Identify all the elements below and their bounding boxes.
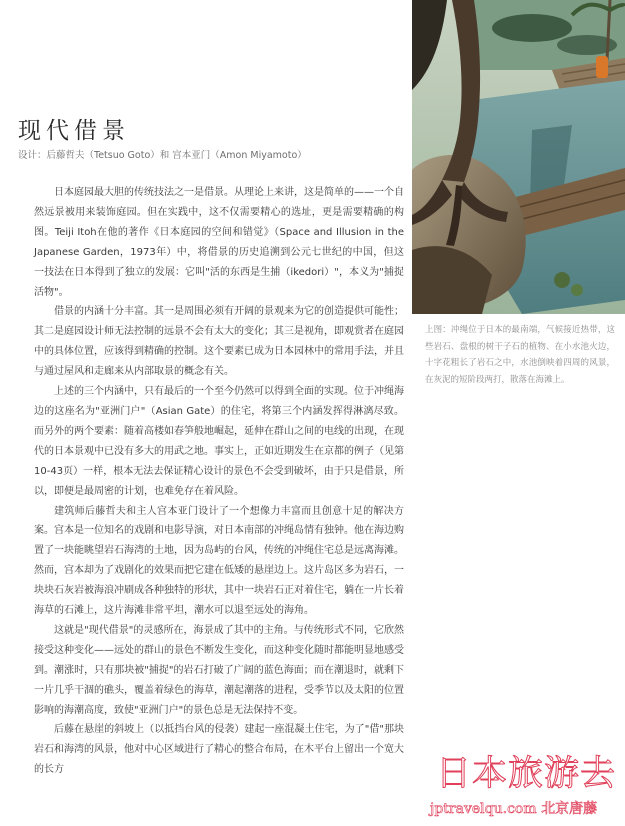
watermark-title: 日本旅游去 bbox=[436, 754, 617, 794]
paragraph: 建筑师后藤哲夫和主人宫本亚门设计了一个想像力丰富而且创意十足的解决方案。宫本是一位知名的戏剧和电影导演，对日本南部的冲绳岛情有独钟。他在海边购置了一块能眺望岩石海湾的土地，因为岛屿的台风，传统的冲绳住宅总是远离海滩。然而，宫本却为了戏剧化的效果而把它建在低矮的悬崖边上。这片岛区多为岩石，一块块石灰岩被海浪冲刷成各种独特的形状，其中一块岩石正对着住宅，躺在一片长着海草的石滩上，这片海滩非常平坦，潮水可以退至远处的海角。 bbox=[34, 505, 404, 617]
article-body bbox=[34, 183, 404, 780]
photo-caption: 上图：冲绳位于日本的最南端，气候接近热带，这些岩石、盘根的树干子石的植物、在小水池火边，十字花粗长了岩石之中，水池倒映着四周的风景，在灰泥的短阶段两打，散落在海滩上。 bbox=[425, 325, 615, 385]
paragraph: 后藤在悬崖的斜坡上（以抵挡台风的侵袭）建起一座混凝土住宅，为了"借"那块岩石和海湾的风景，他对中心区域进行了精心的整合布局，在木平台上留出一个宽大的长方 bbox=[34, 724, 404, 776]
watermark-url: jptravelqu.com 北京唐藤 bbox=[430, 801, 598, 817]
article-title: 现代借景 bbox=[18, 118, 130, 144]
garden-photo bbox=[412, 0, 625, 314]
paragraph: 上述的三个内涵中，只有最后的一个至今仍然可以得到全面的实现。位于冲绳海边的这座名为"亚洲门户"（Asian Gate）的住宅，将第三个内涵发挥得淋漓尽致。而另外的两个要素：随着高楼如春笋般地崛起，延伸在群山之间的电线的出现，在现代的日本景观中已没有多大的用武之地。事实上，正如近期发生在京都的例子（见第10-43页）一样，根本无法去保证精心设计的景色不会受到破坏，由于只是借景，所以，即便是最周密的计划，也难免存在着风险。 bbox=[34, 386, 404, 497]
paragraph: 这就是"现代借景"的灵感所在，海景成了其中的主角。与传统形式不同，它欣然接受这种变化——远处的群山的景色不断发生变化，而这种变化随时都能明显地感受到。潮涨时，只有那块被"捕捉"的岩石打破了广阔的蓝色海面；而在潮退时，就剩下一片几乎干涸的礁头，覆盖着绿色的海草，潮起潮落的进程，受季节以及太阳的位置影响的海潮高度，致使"亚洲门户"的景色总是无法保持不变。 bbox=[34, 624, 404, 716]
paragraph: 日本庭园最大胆的传统技法之一是借景。从理论上来讲，这是简单的——一个自然远景被用来装饰庭园。但在实践中，这不仅需要精心的选址，更是需要精确的构图。Teiji Itoh在他的著作《日本庭园的空间和错觉》（Space and Illusion in the Japanese Garden，1973年）中，将借景的历史追溯到公元七世纪的中国，但这一技法在日本得到了独立的发展：它叫"活的东西是生捕（ikedori）"，本义为"捕捉活物"。 bbox=[34, 187, 404, 298]
paragraph: 借景的内涵十分丰富。其一是周围必须有开阔的景观来为它的创造提供可能性；其二是庭园设计师无法控制的远景不会有太大的变化；其三是视角，即观赏者在庭园中的具体位置，应该得到精确的控制。这个要素已成为日本园林中的常用手法，并且与通过屋风和走廊来从内部取景的概念有关。 bbox=[34, 306, 404, 378]
design-credit: 设计：后藤哲夫（Tetsuo Goto）和 宫本亚门（Amon Miyamoto） bbox=[18, 150, 307, 161]
